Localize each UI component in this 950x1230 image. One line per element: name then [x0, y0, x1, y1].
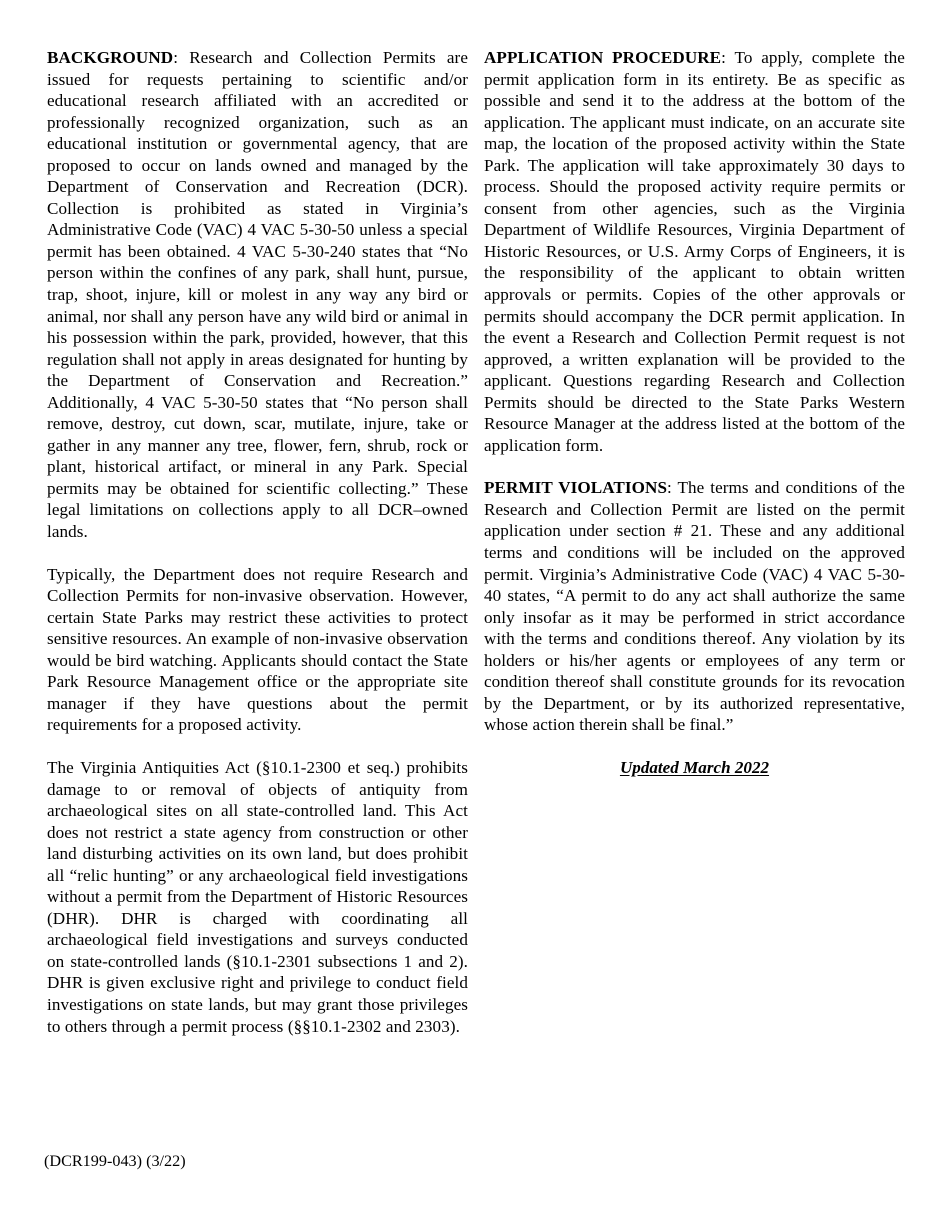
two-column-body [47, 47, 905, 1037]
updated-stamp-line [484, 757, 905, 779]
paragraph-background [47, 47, 468, 543]
updated-stamp: Updated March 2022 [619, 757, 770, 777]
paragraph-body: The Virginia Antiquities Act (§10.1-2300 et seq.) prohibits damage to or removal of objects of antiquity from archaeological sites on all state-controlled land. This Act does not restrict a state agency from construction or other land disturbing activities on its own land, but does prohibit all “relic hunting” or any archaeological field investigations without a permit from the Department of Historic Resources (DHR). DHR is charged with coordinating all archaeological field investigations and surveys conducted on state-controlled lands (§10.1-2301 subsections 1 and 2). DHR is given exclusive right and privilege to conduct field investigations on state lands, but may grant those privileges to others through a permit process (§§10.1-2302 and 2303). [47, 757, 468, 1036]
right-column [484, 47, 905, 779]
heading-separator: : [173, 48, 190, 67]
paragraph-body: Research and Collection Permits are issued for requests pertaining to scientific and/or educational research affiliated with an accredited or professionally recognized organization, such as an educational institution or governmental agency, that are proposed to occur on lands owned and managed by the Department of Conservation and Recreation (DCR). Collection is prohibited as stated in Virginia’s Administrative Code (VAC) 4 VAC 5-30-50 unless a special permit has been obtained. 4 VAC 5-30-240 states that “No person within the confines of any park, shall hunt, pursue, trap, shoot, injure, kill or molest in any way any bird or animal, nor shall any person have any wild bird or animal in his possession within the park, provided, however, that this regulation shall not apply in areas designated for hunting by the Department of Conservation and Recreation.” Additionally, 4 VAC 5-30-50 states that “No person shall remove, destroy, cut down, scar, mutilate, injure, take or gather in any manner any tree, flower, fern, shrub, rock or plant, historical artifact, or mineral in any Park. Special permits may be obtained for scientific collecting.” These legal limitations on collections apply to all DCR–owned lands. [47, 48, 468, 542]
left-column [47, 47, 468, 1037]
paragraph-non-invasive-observation [47, 564, 468, 736]
footer-form-code: (DCR199-043) (3/22) [44, 1152, 186, 1170]
section-heading-background: BACKGROUND [47, 48, 174, 67]
paragraph-body: Typically, the Department does not require Research and Collection Permits for non-invasive observation. However, certain State Parks may restrict these activities to protect sensitive resources. An example of non-invasive observation would be bird watching. Applicants should contact the State Park Resource Management office or the appropriate site manager if they have questions about the permit requirements for a proposed activity. [47, 564, 468, 735]
paragraph-antiquities-act [47, 757, 468, 1037]
heading-separator: : [667, 478, 678, 498]
paragraph-body: The terms and conditions of the Research and Collection Permit are listed on the permit application under section # 21. These and any additional terms and conditions will be included on the approved permit. Virginia’s Administrative Code (VAC) 4 VAC 5-30-40 states, “A permit to do any act shall authorize the same only insofar as it may be performed in strict accordance with the terms and conditions thereof. Any violation by its holders or his/her agents or employees of any term or condition thereof shall constitute grounds for its revocation by the Department, or by its authorized representative, whose action therein shall be final.” [484, 478, 905, 735]
paragraph-application-procedure [484, 47, 905, 456]
section-heading-permit-violations: PERMIT VIOLATIONS [484, 478, 668, 498]
paragraph-body: To apply, complete the permit application form in its entirety. Be as specific as possible and send it to the address at the bottom of the application. The applicant must indicate, on an accurate site map, the location of the proposed activity within the State Park. The application will take approximately 30 days to process. Should the proposed activity require permits or consent from other agencies, such as the Virginia Department of Wildlife Resources, Virginia Department of Historic Resources, or U.S. Army Corps of Engineers, it is the responsibility of the applicant to obtain written approvals or permits. Copies of the other approvals or permits should accompany the DCR permit application. In the event a Research and Collection Permit request is not approved, a written explanation will be provided to the applicant. Questions regarding Research and Collection Permits should be directed to the State Parks Western Resource Manager at the address listed at the bottom of the application form. [484, 48, 905, 455]
heading-separator: : [721, 48, 735, 67]
paragraph-permit-violations [484, 477, 905, 736]
section-heading-application-procedure: APPLICATION PROCEDURE [484, 48, 722, 67]
